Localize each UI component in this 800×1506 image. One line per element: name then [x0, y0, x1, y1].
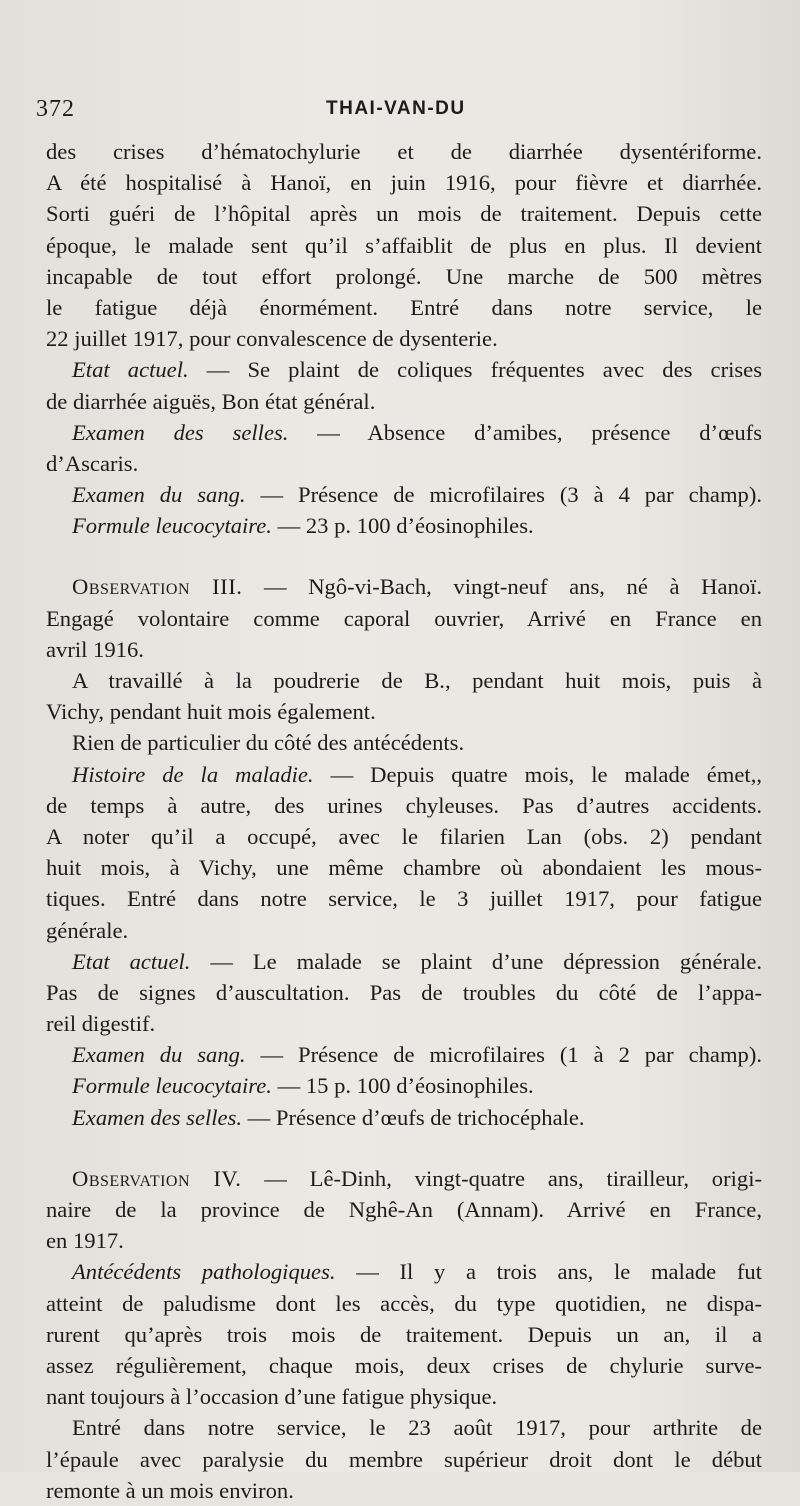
text-line: 22 juillet 1917, pour convalescence de dysenterie.: [46, 326, 498, 352]
paragraph-label: Etat actuel.: [72, 948, 191, 974]
text-line: Formule leucocytaire. — 15 p. 100 d’éosinophiles.: [72, 1073, 534, 1099]
paragraph-label: Examen des selles.: [72, 1104, 243, 1130]
text-line: de diarrhée aiguës, Bon état général.: [46, 388, 376, 414]
text-line: Pas de signes d’auscultation. Pas de troubles du côté de l’appa-: [46, 979, 762, 1005]
text-line: époque, le malade sent qu’il s’affaiblit de plus en plus. Il devient: [46, 232, 762, 258]
text-line: générale.: [46, 917, 129, 943]
paragraph-label: Formule leucocytaire.: [72, 1073, 272, 1099]
text-line: des crises d’hématochylurie et de diarrhée dysentériforme.: [46, 139, 762, 164]
observation-heading: Observation III.: [72, 574, 243, 600]
text-line: rurent qu’après trois mois de traitement. Depuis un an, il a: [46, 1321, 762, 1347]
text-line: Observation IV. — Lê-Dinh, vingt-quatre ans, tirailleur, origi-: [72, 1165, 763, 1191]
text-line: reil digestif.: [46, 1011, 156, 1037]
text-line: nant toujours à l’occasion d’une fatigue physique.: [46, 1384, 498, 1410]
paragraph-label: Etat actuel.: [72, 357, 189, 383]
text-line: Examen des selles. — Absence d’amibes, présence d’œufs: [72, 419, 762, 445]
text-line: A été hospitalisé à Hanoï, en juin 1916, pour fièvre et diarrhée.: [46, 170, 762, 196]
paragraph-label: Examen des selles.: [72, 419, 289, 445]
text-line: avril 1916.: [46, 636, 144, 662]
text-line: Etat actuel. — Se plaint de coliques fréquentes avec des crises: [72, 357, 762, 383]
text-line: Sorti guéri de l’hôpital après un mois de traitement. Depuis cette: [46, 201, 762, 227]
text-line: Formule leucocytaire. — 23 p. 100 d’éosinophiles.: [72, 513, 534, 539]
text-line: de temps à autre, des urines chyleuses. Pas d’autres accidents.: [46, 792, 762, 818]
text-line: l’épaule avec paralysie du membre supérieur droit dont le début: [46, 1446, 762, 1472]
text-line: Rien de particulier du côté des antécédents.: [72, 730, 465, 756]
text-line: tiques. Entré dans notre service, le 3 juillet 1917, pour fatigue: [46, 886, 762, 912]
text-line: Observation III. — Ngô-vi-Bach, vingt-neuf ans, né à Hanoï.: [72, 574, 762, 600]
text-line: Antécédents pathologiques. — Il y a trois ans, le malade fut: [72, 1259, 762, 1285]
text-line: Vichy, pendant huit mois également.: [46, 699, 376, 725]
text-line: Engagé volontaire comme caporal ouvrier, Arrivé en France en: [46, 605, 762, 631]
page-header: [36, 96, 736, 130]
paragraph-gap: [46, 1133, 762, 1163]
body-text: [46, 136, 762, 1506]
text-line: d’Ascaris.: [46, 450, 139, 476]
text-line: le fatigue déjà énormément. Entré dans notre service, le: [46, 294, 762, 320]
text-line: A noter qu’il a occupé, avec le filarien Lan (obs. 2) pendant: [46, 823, 762, 849]
text-line: atteint de paludisme dont les accès, du type quotidien, ne dispa-: [46, 1290, 762, 1316]
running-title: THAI-VAN-DU: [326, 98, 466, 119]
text-line: remonte à un mois environ.: [46, 1477, 294, 1503]
paragraph-label: Antécédents pathologiques.: [72, 1259, 336, 1285]
paragraph-label: Formule leucocytaire.: [72, 513, 272, 539]
text-line: naire de la province de Nghê-An (Annam). Arrivé en France,: [46, 1197, 762, 1222]
text-line: huit mois, à Vichy, une même chambre où abondaient les mous-: [46, 855, 762, 881]
text-line: incapable de tout effort prolongé. Une marche de 500 mètres: [46, 263, 762, 289]
text-line: Examen du sang. — Présence de microfilaires (3 à 4 par champ).: [72, 482, 762, 508]
text-line: A travaillé à la poudrerie de B., pendant huit mois, puis à: [72, 668, 762, 693]
text-line: Entré dans notre service, le 23 août 1917, pour arthrite de: [72, 1415, 762, 1441]
text-line: Etat actuel. — Le malade se plaint d’une dépression générale.: [72, 948, 762, 974]
page-number: 372: [36, 96, 75, 122]
text-line: assez régulièrement, chaque mois, deux crises de chylurie surve-: [46, 1352, 762, 1378]
text-line: Examen du sang. — Présence de microfilaires (1 à 2 par champ).: [72, 1042, 762, 1068]
paragraph-label: Examen du sang.: [72, 1042, 246, 1068]
paragraph-label: Examen du sang.: [72, 482, 246, 508]
text-line: Histoire de la maladie. — Depuis quatre mois, le malade émet,,: [72, 761, 762, 787]
paragraph-gap: [46, 541, 762, 571]
text-line: Examen des selles. — Présence d’œufs de trichocéphale.: [72, 1104, 585, 1130]
paragraph-label: Histoire de la maladie.: [72, 761, 314, 787]
text-line: en 1917.: [46, 1228, 124, 1254]
observation-heading: Observation IV.: [72, 1165, 242, 1191]
